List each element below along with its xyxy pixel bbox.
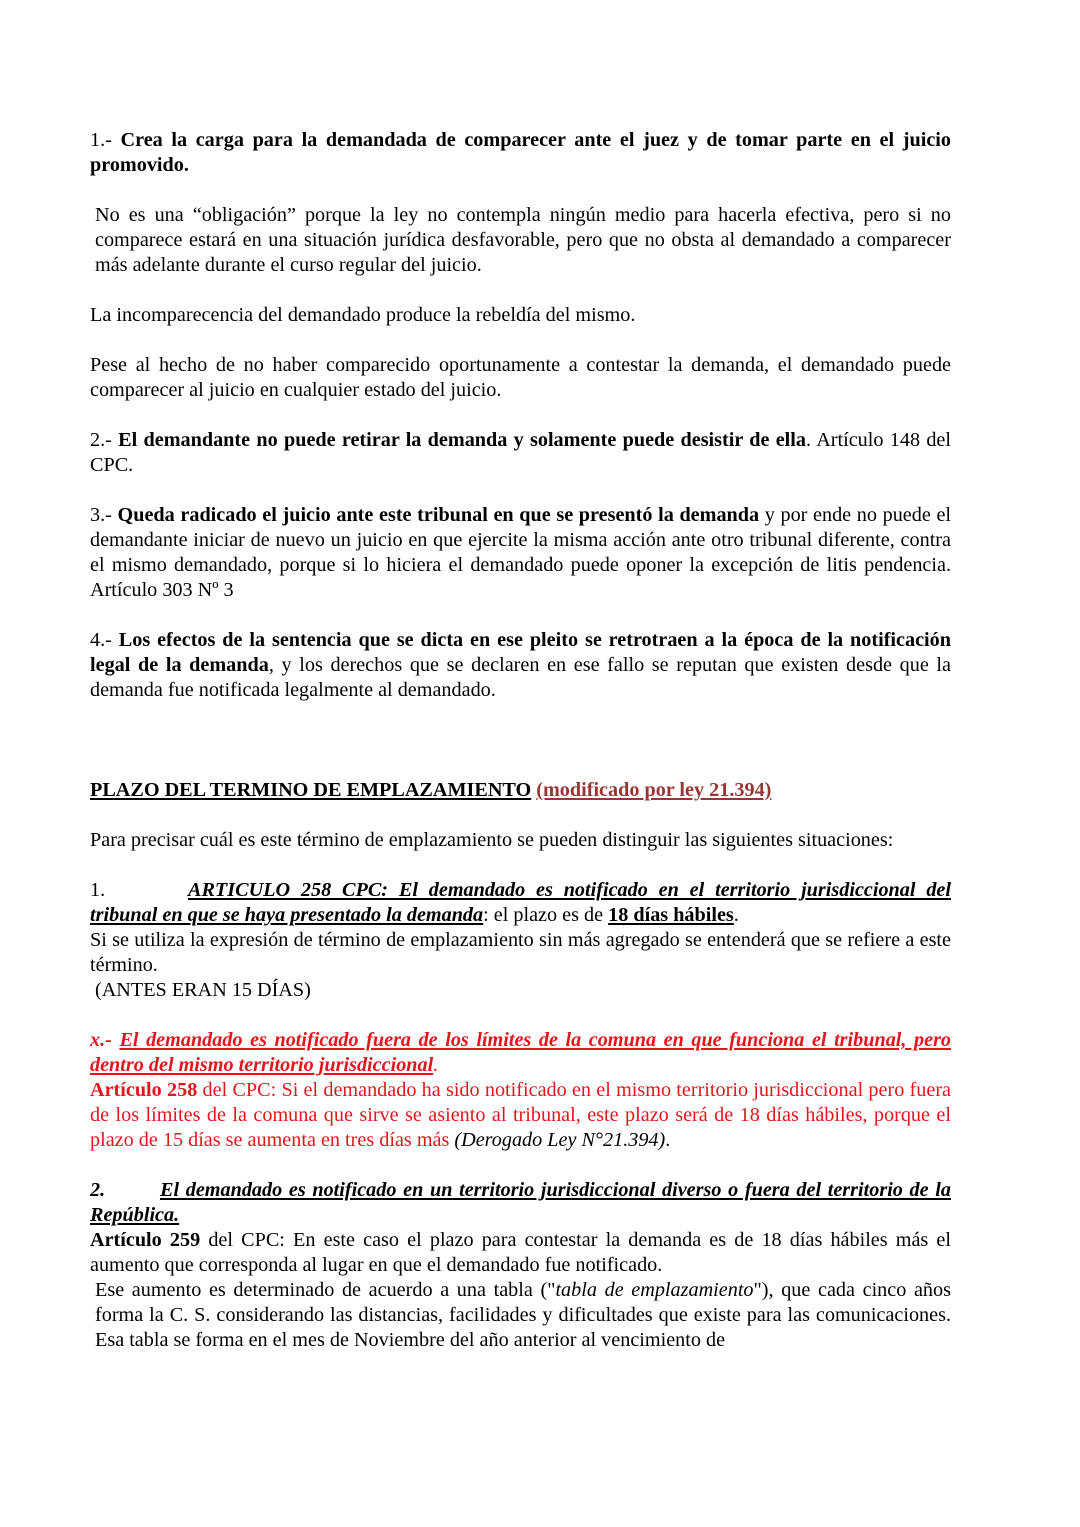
document-page <box>90 128 951 1353</box>
case-x-heading <box>90 1028 951 1078</box>
paragraph-obligacion: No es una “obligación” porque la ley no contempla ningún medio para hacerla efectiva, pero si no comparece estará en una situación jurídica desfavorable, pero que no obsta al demandado a comparecer más adelante durante el curso regular del juicio. <box>95 204 951 276</box>
effect-4 <box>90 628 951 703</box>
case-x-title: El demandado es notificado fuera de los límites de la comuna en que funciona el tribunal, pero dentro del mismo territorio jurisdiccional <box>90 1029 952 1076</box>
case-1-explanation: Si se utiliza la expresión de término de emplazamiento sin más agregado se entenderá que se refiere a este término. <box>90 929 951 976</box>
section-heading <box>90 778 951 803</box>
case-x-title-end: . <box>433 1054 439 1076</box>
effect-4-bold: Los efectos de la sentencia que se dicta en ese pleito se retrotraen a la época de la notificación legal de la demanda <box>90 629 951 676</box>
effect-1-number: 1.- <box>90 129 112 151</box>
section-note: (modificado por ley 21.394) <box>536 779 772 801</box>
case-x-end: . <box>665 1129 671 1151</box>
effect-3 <box>90 503 951 603</box>
case-2-title: El demandado es notificado en un territorio jurisdiccional diverso o fuera del territorio de la República. <box>90 1179 951 1226</box>
section-intro: Para precisar cuál es este término de emplazamiento se pueden distinguir las siguientes situaciones: <box>90 829 894 851</box>
effect-2-number: 2.- <box>90 429 112 451</box>
effect-3-bold: Queda radicado el juicio ante este tribunal en que se presentó la demanda <box>117 504 760 526</box>
case-2-heading <box>90 1178 951 1228</box>
section-title: PLAZO DEL TERMINO DE EMPLAZAMIENTO <box>90 779 532 801</box>
effect-2-rest: . Artículo 148 del CPC. <box>90 429 951 476</box>
effect-4-number: 4.- <box>90 629 112 651</box>
case-2-tabla <box>90 1278 951 1353</box>
case-2-body <box>90 1228 951 1278</box>
case-1-heading <box>90 878 951 928</box>
case-1-plazo-suffix: . <box>733 904 739 926</box>
effect-2 <box>90 428 951 478</box>
case-2-tabla-name: tabla de emplazamiento <box>555 1279 754 1301</box>
effect-3-number: 3.- <box>90 504 112 526</box>
case-x-body <box>90 1078 951 1153</box>
case-x-derogado: (Derogado Ley N°21.394) <box>454 1129 666 1151</box>
case-1-number: 1. <box>90 879 106 901</box>
case-x-number: x.- <box>90 1029 112 1051</box>
paragraph-pese: Pese al hecho de no haber comparecido oportunamente a contestar la demanda, el demandado puede comparecer al juicio en cualquier estado del juicio. <box>90 354 951 401</box>
case-1-previous: (ANTES ERAN 15 DÍAS) <box>95 979 311 1001</box>
case-1-plazo-prefix: : el plazo es de <box>483 904 609 926</box>
case-2-number: 2. <box>90 1179 106 1201</box>
case-1-title: ARTICULO 258 CPC: El demandado es notificado en el territorio jurisdiccional del tribunal en que se haya presentado la demanda <box>90 879 951 926</box>
case-2-article: Artículo 259 <box>90 1229 201 1251</box>
case-2-text: del CPC: En este caso el plazo para contestar la demanda es de 18 días hábiles más el aumento que corresponda al lugar en que el demandado fue notificado. <box>90 1229 951 1276</box>
paragraph-rebeldia: La incomparecencia del demandado produce la rebeldía del mismo. <box>90 304 636 326</box>
effect-4-rest: , y los derechos que se declaren en ese fallo se reputan que existen desde que la demanda fue notificada legalmente al demandado. <box>90 654 951 701</box>
case-2-tabla-suffix: "), que cada cinco años forma la C. S. considerando las distancias, facilidades y dificultades que existe para las comunicaciones. Esa tabla se forma en el mes de Noviembre del año anterior al vencimiento de <box>95 1279 951 1351</box>
effect-1-bold: Crea la carga para la demandada de comparecer ante el juez y de tomar parte en el juicio promovido. <box>90 129 951 176</box>
effect-3-rest: y por ende no puede el demandante iniciar de nuevo un juicio en que ejercite la misma acción ante otro tribunal diferente, contra el mismo demandado, porque si lo hiciera el demandado puede oponer la excepción de litis pendencia. Artículo 303 Nº 3 <box>90 504 952 601</box>
effect-2-bold: El demandante no puede retirar la demanda y solamente puede desistir de ella <box>118 429 806 451</box>
case-2-tabla-prefix: Ese aumento es determinado de acuerdo a una tabla (" <box>95 1279 556 1301</box>
case-x-article: Artículo 258 <box>90 1079 198 1101</box>
case-1-plazo-value: 18 días hábiles <box>608 904 734 926</box>
effect-1 <box>90 128 951 178</box>
case-x-text: del CPC: Si el demandado ha sido notificado en el mismo territorio jurisdiccional pero fuera de los límites de la comuna que sirve se asiento al tribunal, este plazo será de 18 días hábiles, porque el plazo de 15 días se aumenta en tres días más <box>90 1079 951 1151</box>
